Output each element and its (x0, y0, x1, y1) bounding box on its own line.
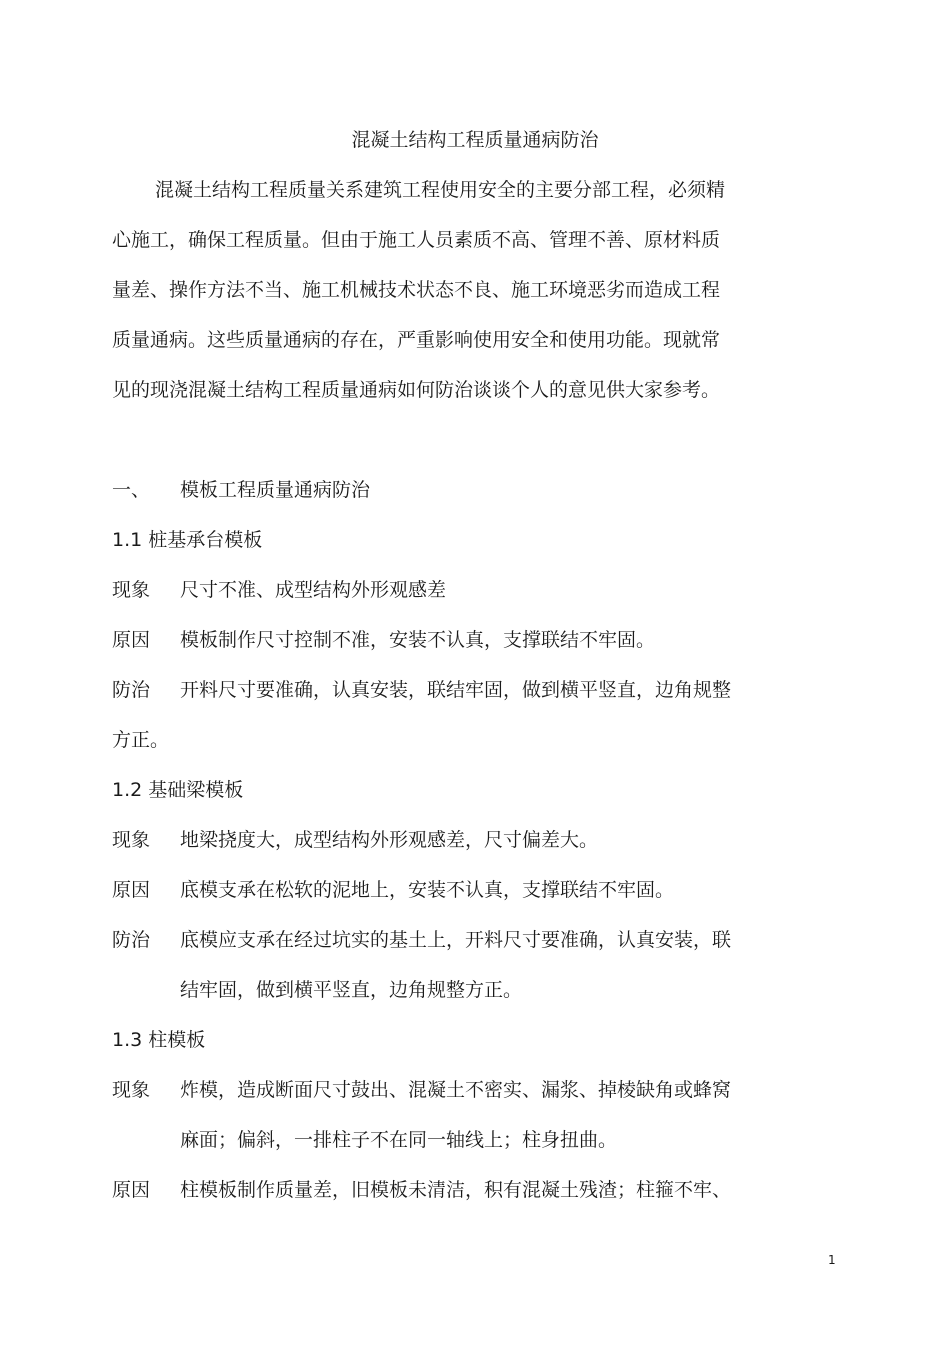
section-number: 一、 (112, 479, 151, 501)
prevention-text: 开料尺寸要准确，认真安装，联结牢固，做到横平竖直，边角规整 (180, 679, 732, 701)
phenomenon-label: 现象 (112, 829, 151, 851)
prevention-label: 防治 (112, 679, 151, 701)
phenomenon-text: 炸模，造成断面尺寸鼓出、混凝土不密实、漏浆、掉棱缺角或蜂窝 (180, 1079, 732, 1101)
cause-label: 原因 (112, 1179, 151, 1201)
phenomenon-1-3-cont: 麻面；偏斜，一排柱子不在同一轴线上；柱身扭曲。 (180, 1129, 618, 1151)
prevention-1-1 (112, 678, 731, 702)
phenomenon-text: 尺寸不准、成型结构外形观感差 (180, 579, 447, 601)
cause-text: 模板制作尺寸控制不准，安装不认真，支撑联结不牢固。 (180, 629, 656, 651)
cause-label: 原因 (112, 879, 151, 901)
section-heading (112, 478, 370, 502)
cause-text: 柱模板制作质量差，旧模板未清洁，积有混凝土残渣；柱箍不牢、 (180, 1179, 732, 1201)
phenomenon-1-1 (112, 578, 446, 602)
phenomenon-label: 现象 (112, 579, 151, 601)
subsection-heading-1-2: 1.2 基础梁模板 (112, 779, 244, 801)
prevention-1-2-cont: 结牢固，做到横平竖直，边角规整方正。 (180, 979, 523, 1001)
subsection-heading-1-1: 1.1 桩基承台模板 (112, 529, 263, 551)
phenomenon-1-3 (112, 1078, 731, 1102)
phenomenon-label: 现象 (112, 1079, 151, 1101)
cause-1-2 (112, 878, 674, 902)
cause-1-1 (112, 628, 655, 652)
cause-text: 底模支承在松软的泥地上，安装不认真，支撑联结不牢固。 (180, 879, 675, 901)
subsection-heading-1-3: 1.3 柱模板 (112, 1029, 206, 1051)
prevention-1-2 (112, 928, 731, 952)
document-title: 混凝土结构工程质量通病防治 (351, 129, 599, 151)
prevention-1-1-cont: 方正。 (112, 729, 170, 751)
intro-line-4: 质量通病。这些质量通病的存在，严重影响使用安全和使用功能。现就常 (112, 329, 721, 351)
prevention-text: 底模应支承在经过坑实的基土上，开料尺寸要准确，认真安装，联 (180, 929, 732, 951)
cause-label: 原因 (112, 629, 151, 651)
prevention-label: 防治 (112, 929, 151, 951)
phenomenon-1-2 (112, 828, 598, 852)
intro-line-5: 见的现浇混凝土结构工程质量通病如何防治谈谈个人的意见供大家参考。 (112, 379, 721, 401)
intro-line-2: 心施工，确保工程质量。但由于施工人员素质不高、管理不善、原材料质 (112, 229, 721, 251)
section-title: 模板工程质量通病防治 (180, 479, 371, 501)
intro-line-1: 混凝土结构工程质量关系建筑工程使用安全的主要分部工程，必须精 (155, 179, 726, 201)
phenomenon-text: 地梁挠度大，成型结构外形观感差，尺寸偏差大。 (180, 829, 599, 851)
page-number: 1 (828, 1253, 836, 1267)
cause-1-3 (112, 1178, 731, 1202)
intro-line-3: 量差、操作方法不当、施工机械技术状态不良、施工环境恶劣而造成工程 (112, 279, 721, 301)
